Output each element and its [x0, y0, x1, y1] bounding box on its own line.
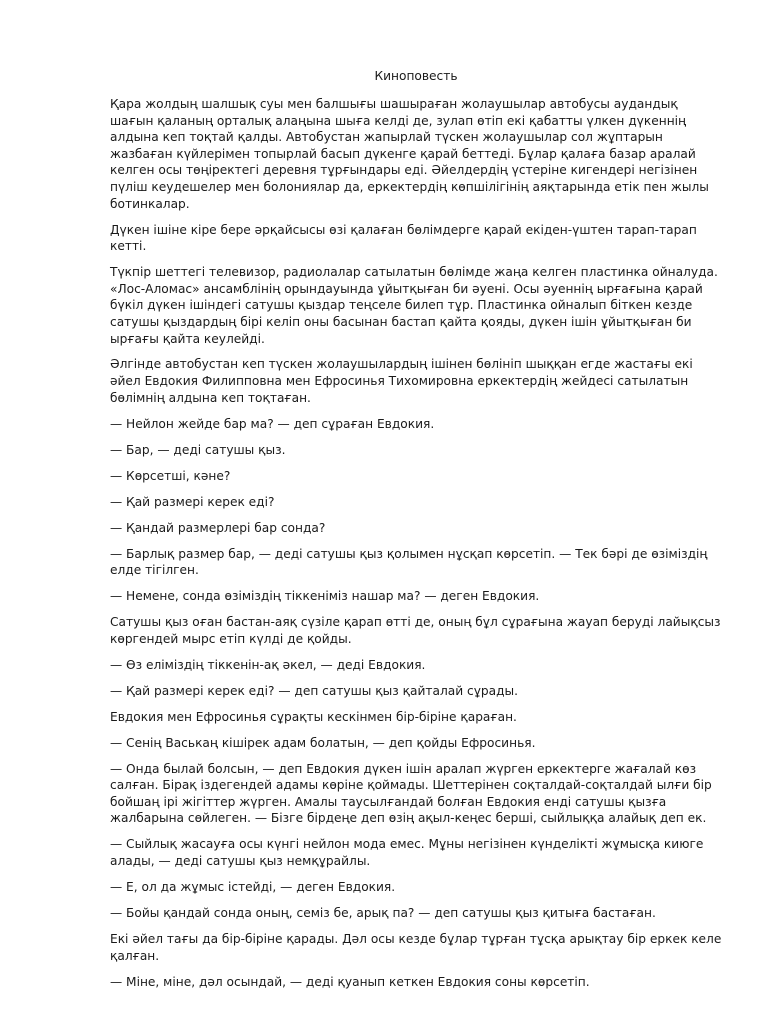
paragraph-20: — Бойы қандай сонда оның, семіз бе, арық па? — деп сатушы қыз қитыға бастаған.	[110, 905, 656, 920]
paragraph-22: — Міне, міне, дәл осындай, — деді қуанып кеткен Евдокия соны көрсетіп.	[110, 974, 590, 989]
paragraph-16: — Сенің Васькаң кішірек адам болатын, — деп қойды Ефросинья.	[110, 735, 536, 750]
paragraph-10: — Барлық размер бар, — деді сатушы қыз қолымен нұсқап көрсетіп. — Тек бәрі де өзіміздің елде тігілген.	[110, 546, 708, 578]
paragraph-13: — Өз еліміздің тіккенін-ақ әкел, — деді Евдокия.	[110, 657, 426, 672]
paragraph-19: — Е, ол да жұмыс істейді, — деген Евдокия.	[110, 880, 396, 894]
paragraph-11: — Немене, сонда өзіміздің тіккеніміз нашар ма? — деген Евдокия.	[110, 589, 540, 604]
paragraph-1: Қара жолдың шалшық суы мен балшығы шашыраған жолаушылар автобусы аудандық шағын қаланың орталық алаңына шыға келді де, зулап өтіп екі қабатты үлкен дүкеннің алдына кеп тоқтай қалды. Автобустан жапырлай түскен жолаушылар сол жұптарын жазбаған күйлерімен топырлай басып дүкенге қарай беттеді. Бұлар қалаға базар аралай келген осы төңіректегі деревня тұрғындары еді. Әйелдердің үстеріне кигендері негізінен пүліш кеудешелер мен болониялар да, еркектердің көпшілігінің аяқтарында етік пен жылы ботинкалар.	[110, 97, 709, 211]
paragraph-3: Түкпір шеттегі телевизор, радиолалар сатылатын бөлімде жаңа келген пластинка ойналуда. «Лос-Аломас» ансамблінің орындауында ұйытқыған би әуені. Осы әуеннің ырғағына қарай бүкіл дүкен ішіндегі сатушы қыздар теңселе билеп тұр. Пластинка ойналып біткен кезде сатушы қыздардың бірі келіп оны басынан бастап қайта қояды, дүкен ішін ұйытқыған би ырғағы қайта кеулейді.	[110, 265, 718, 346]
paragraph-18: — Сыйлық жасауға осы күнгі нейлон мода емес. Мұны негізінен күнделікті жұмысқа киюге алады, — деді сатушы қыз немқұрайлы.	[110, 837, 704, 869]
paragraph-4: Әлгінде автобустан кеп түскен жолаушылардың ішінен бөлініп шыққан егде жастағы екі әйел Евдокия Филипповна мен Ефросинья Тихомировна еркектердің жейдесі сатылатын бөлімнің алдына кеп тоқтаған.	[110, 357, 693, 405]
paragraph-21: Екі әйел тағы да бір-біріне қарады. Дәл осы кезде бұлар тұрған тұсқа арықтау бір еркек келе қалған.	[110, 931, 722, 963]
document-page	[110, 68, 722, 1000]
paragraph-14: — Қай размері керек еді? — деп сатушы қыз қайталай сұрады.	[110, 683, 519, 698]
document-title: Киноповесть	[374, 69, 458, 83]
paragraph-5: — Нейлон жейде бар ма? — деп сұраған Евдокия.	[110, 416, 435, 431]
paragraph-6: — Бар, — деді сатушы қыз.	[110, 442, 286, 457]
paragraph-7: — Көрсетші, кәне?	[110, 468, 231, 483]
paragraph-17: — Онда былай болсын, — деп Евдокия дүкен ішін аралап жүрген еркектерге жағалай көз салған. Бірақ іздегендей адамы көріне қоймады. Шеттерінен соқталдай-соқталдай ылғи бір бойшаң ірі жігіттер жүрген. Амалы таусылғандай болған Евдокия енді сатушы қызға жалбарына сөйлеген. — Бізге бірдеңе деп өзің ақыл-кеңес берші, сыйлыққа алайық деп ек.	[110, 761, 712, 826]
paragraph-9: — Қандай размерлері бар сонда?	[110, 520, 326, 535]
paragraph-15: Евдокия мен Ефросинья сұрақты кескінмен бір-біріне қараған.	[110, 709, 517, 724]
paragraph-8: — Қай размері керек еді?	[110, 494, 275, 509]
paragraph-2: Дүкен ішіне кіре бере әрқайсысы өзі қалаған бөлімдерге қарай екіден-үштен тарап-тарап кетті.	[110, 222, 697, 254]
paragraph-12: Сатушы қыз оған бастан-аяқ сүзіле қарап өтті де, оның бұл сұрағына жауап беруді лайықсыз көргендей мырс етіп күлді де қойды.	[110, 615, 721, 646]
